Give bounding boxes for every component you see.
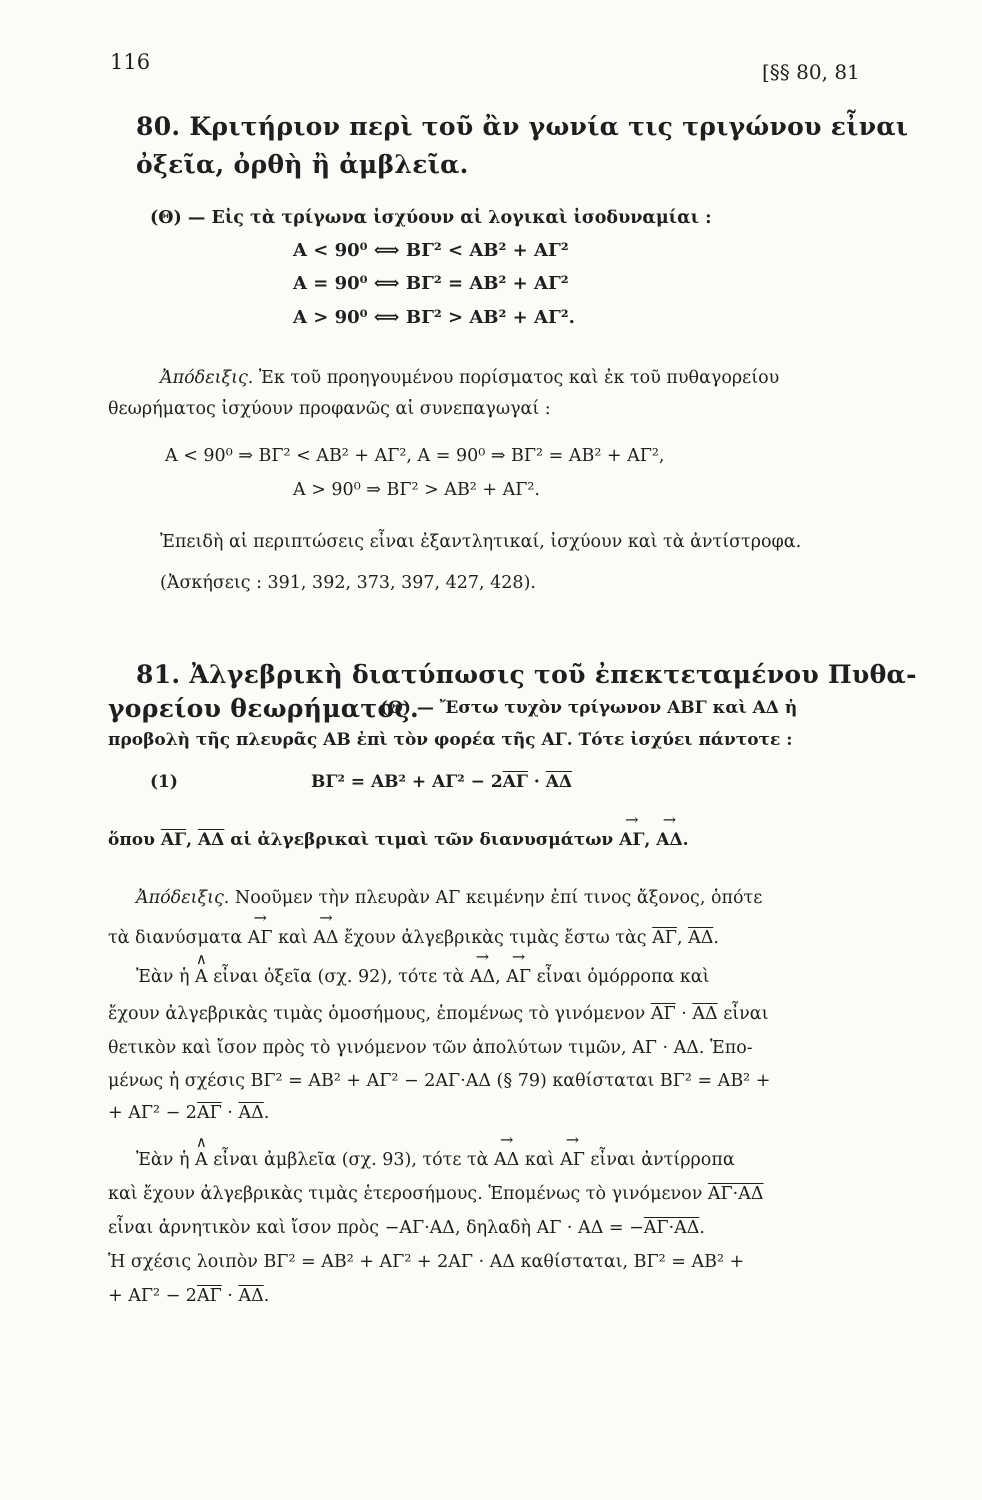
- angle-a: ∧ Α: [195, 967, 208, 987]
- formula-explanation: ὅπου $\overline{A\Gamma}$, $\overline{A\Delta}$ αἱ ἀλγεβρικαὶ τιμαὶ τῶν διανυσμάτων → ΑΓ, → ΑΔ.: [108, 830, 689, 850]
- acute-case-line1: Ἐὰν ἡ ∧ Α εἶναι ὀξεῖα (σχ. 92), τότε τὰ → ΑΔ, → ΑΓ εἶναι ὁμόρροπα καὶ: [136, 967, 709, 987]
- formula-1: $B\Gamma^2 = AB^2 + A\Gamma^2 - 2\overline{A\Gamma} \cdot \overline{A\Delta}$: [311, 772, 573, 792]
- acute-case-line5: + $A\Gamma^2 - 2\overline{A\Gamma} \cdot \overline{A\Delta}$.: [108, 1103, 270, 1123]
- implications-line1: Α < 90⁰ ⇒ ΒΓ² < ΑΒ² + ΑΓ², Α = 90⁰ ⇒ ΒΓ² = ΑΒ² + ΑΓ²,: [165, 446, 665, 466]
- vector-ag: → ΑΓ: [619, 830, 644, 850]
- obtuse-case-line3: εἶναι ἀρνητικὸν καὶ ἴσον πρὸς −ΑΓ·ΑΔ, δηλαδὴ ΑΓ · ΑΔ = −ΑΓ·ΑΔ.: [108, 1218, 705, 1238]
- exercise-references: (Ἀσκήσεις : 391, 392, 373, 397, 427, 428).: [160, 573, 536, 593]
- section-81-proof-line2: τὰ διανύσματα → ΑΓ καὶ → ΑΔ ἔχουν ἀλγεβρικὰς τιμὰς ἔστω τὰς $\overline{A\Gamma}$, $\overline{A\Delta}$.: [108, 928, 719, 948]
- obtuse-case-line4: Ἡ σχέσις λοιπὸν ΒΓ² = ΑΒ² + ΑΓ² + 2ΑΓ · ΑΔ καθίσταται, ΒΓ² = ΑΒ² +: [108, 1252, 745, 1272]
- section-80-theorem: (Θ) — Εἰς τὰ τρίγωνα ἰσχύουν αἱ λογικαὶ ἰσοδυναμίαι :: [150, 208, 712, 228]
- acute-case-line2: ἔχουν ἀλγεβρικὰς τιμὰς ὁμοσήμους, ἑπομένως τὸ γινόμενον $\overline{A\Gamma} \cdot \overline{A\Delta}$ εἶναι: [108, 1004, 769, 1024]
- section-80-heading: [136, 108, 908, 184]
- section-80-proof-line2: θεωρήματος ἰσχύουν προφανῶς αἱ συνεπαγωγαί :: [108, 399, 551, 419]
- obtuse-case-line2: καὶ ἔχουν ἀλγεβρικὰς τιμὰς ἑτεροσήμους. Ἑπομένως τὸ γινόμενον ΑΓ·ΑΔ: [108, 1184, 764, 1204]
- section-80-title-line2: ὀξεῖα, ὀρθὴ ἢ ἀμβλεῖα.: [136, 150, 469, 179]
- equivalence-acute: Α < 90⁰ ⟺ ΒΓ² < ΑΒ² + ΑΓ²: [293, 240, 569, 261]
- obtuse-case-line5: + $A\Gamma^2 - 2\overline{A\Gamma} \cdot \overline{A\Delta}$.: [108, 1286, 270, 1306]
- section-81-title-line2: γορείου θεωρήματος.: [108, 694, 419, 723]
- formula-label: (1): [150, 772, 178, 792]
- page-number: 116: [110, 50, 151, 74]
- section-80-proof-line1: Ἀπόδειξις. Ἐκ τοῦ προηγουμένου πορίσματος καὶ ἐκ τοῦ πυθαγορείου: [160, 368, 780, 388]
- equivalence-obtuse: Α > 90⁰ ⟺ ΒΓ² > ΑΒ² + ΑΓ².: [293, 307, 575, 328]
- acute-case-line3: θετικὸν καὶ ἴσον πρὸς τὸ γινόμενον τῶν ἀπολύτων τιμῶν, ΑΓ · ΑΔ. Ἑπο-: [108, 1038, 753, 1058]
- obtuse-case-line1: Ἐὰν ἡ ∧ Α εἶναι ἀμβλεῖα (σχ. 93), τότε τὰ → ΑΔ καὶ → ΑΓ εἶναι ἀντίρροπα: [136, 1150, 735, 1170]
- acute-case-line4: μένως ἡ σχέσις ΒΓ² = ΑΒ² + ΑΓ² − 2ΑΓ·ΑΔ (§ 79) καθίσταται ΒΓ² = ΑΒ² +: [108, 1071, 771, 1091]
- section-81-theorem-line2: προβολὴ τῆς πλευρᾶς ΑΒ ἐπὶ τὸν φορέα τῆς ΑΓ. Τότε ἰσχύει πάντοτε :: [108, 730, 793, 750]
- section-80-conclusion: Ἐπειδὴ αἱ περιπτώσεις εἶναι ἐξαντλητικαί, ἰσχύουν καὶ τὰ ἀντίστροφα.: [160, 532, 802, 552]
- proof-label: Ἀπόδειξις.: [136, 888, 230, 908]
- equivalence-right: Α = 90⁰ ⟺ ΒΓ² = ΑΒ² + ΑΓ²: [293, 273, 569, 294]
- section-reference: [§§ 80, 81: [762, 60, 860, 84]
- proof-label: Ἀπόδειξις.: [160, 368, 254, 388]
- vector-ad: → ΑΔ: [656, 830, 682, 850]
- implications-line2: Α > 90⁰ ⇒ ΒΓ² > ΑΒ² + ΑΓ².: [293, 480, 540, 500]
- section-81-theorem-intro: (Θ) — Ἔστω τυχὸν τρίγωνον ΑΒΓ καὶ ΑΔ ἡ: [380, 698, 798, 718]
- section-81-title-line1: 81. Ἀλγεβρικὴ διατύπωσις τοῦ ἐπεκτεταμένου Πυθα-: [136, 660, 917, 689]
- section-80-title-line1: 80. Κριτήριον περὶ τοῦ ἂν γωνία τις τριγώνου εἶναι: [136, 112, 909, 141]
- section-81-proof-line1: Ἀπόδειξις. Νοοῦμεν τὴν πλευρὰν ΑΓ κειμένην ἐπί τινος ἄξονος, ὁπότε: [136, 888, 763, 908]
- angle-a: ∧ Α: [195, 1150, 208, 1170]
